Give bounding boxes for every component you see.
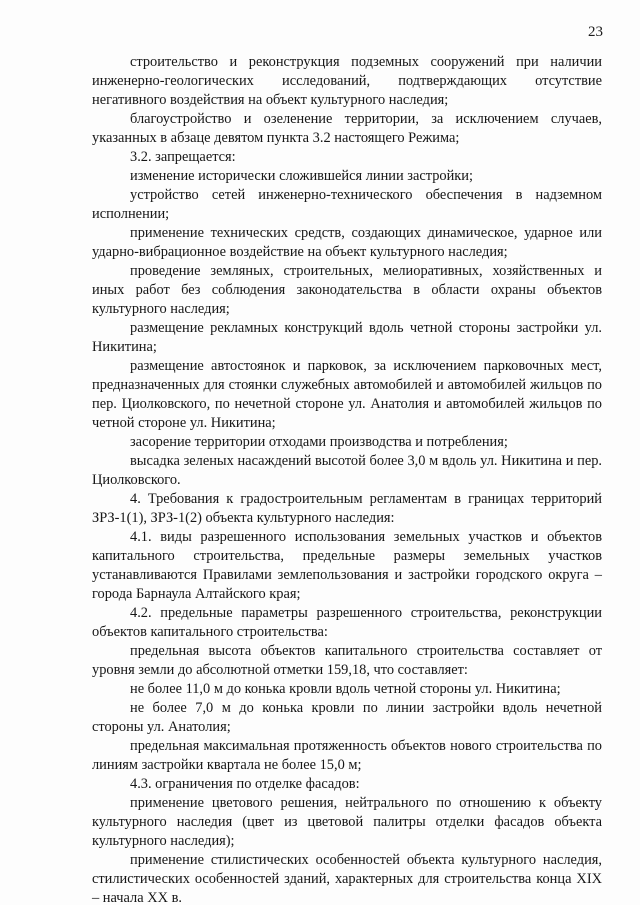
paragraph: устройство сетей инженерно-технического обеспечения в надземном исполнении; [92, 187, 602, 222]
paragraph: размещение автостоянок и парковок, за исключением парковочных мест, предназначенных для стоянки служебных автомобилей и автомобилей жильцов по пер. Циолковского, по нечетной стороне ул. Анатолия и автомобилей жильцов по четной стороне ул. Никитина; [92, 358, 602, 431]
paragraph: размещение рекламных конструкций вдоль четной стороны застройки ул. Никитина; [92, 320, 602, 355]
page-number: 23 [588, 24, 603, 40]
paragraph: высадка зеленых насаждений высотой более 3,0 м вдоль ул. Никитина и пер. Циолковского. [92, 453, 602, 488]
document-body [92, 53, 602, 908]
paragraph: засорение территории отходами производства и потребления; [130, 434, 508, 450]
paragraph: предельная высота объектов капитального строительства составляет от уровня земли до абсолютной отметки 159,18, что составляет: [92, 643, 602, 678]
paragraph: благоустройство и озеленение территории, за исключением случаев, указанных в абзаце девятом пункта 3.2 настоящего Режима; [92, 111, 602, 146]
paragraph: проведение земляных, строительных, мелиоративных, хозяйственных и иных работ без соблюдения законодательства в области охраны объектов культурного наследия; [92, 263, 602, 317]
paragraph: не более 11,0 м до конька кровли вдоль четной стороны ул. Никитина; [130, 681, 561, 697]
paragraph: применение стилистических особенностей объекта культурного наследия, стилистических особенностей зданий, характерных для строительства конца XIX – начала XX в. [92, 852, 602, 906]
section-heading: 4. Требования к градостроительным регламентам в границах территорий ЗРЗ-1(1), ЗРЗ-1(2) объекта культурного наследия: [92, 491, 602, 526]
paragraph: не более 7,0 м до конька кровли по линии застройки вдоль нечетной стороны ул. Анатолия; [92, 700, 602, 735]
paragraph: предельная максимальная протяженность объектов нового строительства по линиям застройки квартала не более 15,0 м; [92, 738, 602, 773]
paragraph: 4.3. ограничения по отделке фасадов: [130, 776, 360, 792]
paragraph: 3.2. запрещается: [130, 149, 236, 165]
paragraph: 4.2. предельные параметры разрешенного строительства, реконструкции объектов капитального строительства: [92, 605, 602, 640]
paragraph: 4.1. виды разрешенного использования земельных участков и объектов капитального строительства, предельные размеры земельных участков устанавливаются Правилами землепользования и застройки городского округа – города Барнаула Алтайского края; [92, 529, 602, 602]
paragraph: применение цветового решения, нейтрального по отношению к объекту культурного наследия (цвет из цветовой палитры отделки фасадов объекта культурного наследия); [92, 795, 602, 849]
paragraph: применение технических средств, создающих динамическое, ударное или ударно-вибрационное воздействие на объект культурного наследия; [92, 225, 602, 260]
paragraph: строительство и реконструкция подземных сооружений при наличии инженерно-геологических исследований, подтверждающих отсутствие негативного воздействия на объект культурного наследия; [92, 54, 602, 108]
paragraph: изменение исторически сложившейся линии застройки; [130, 168, 473, 184]
